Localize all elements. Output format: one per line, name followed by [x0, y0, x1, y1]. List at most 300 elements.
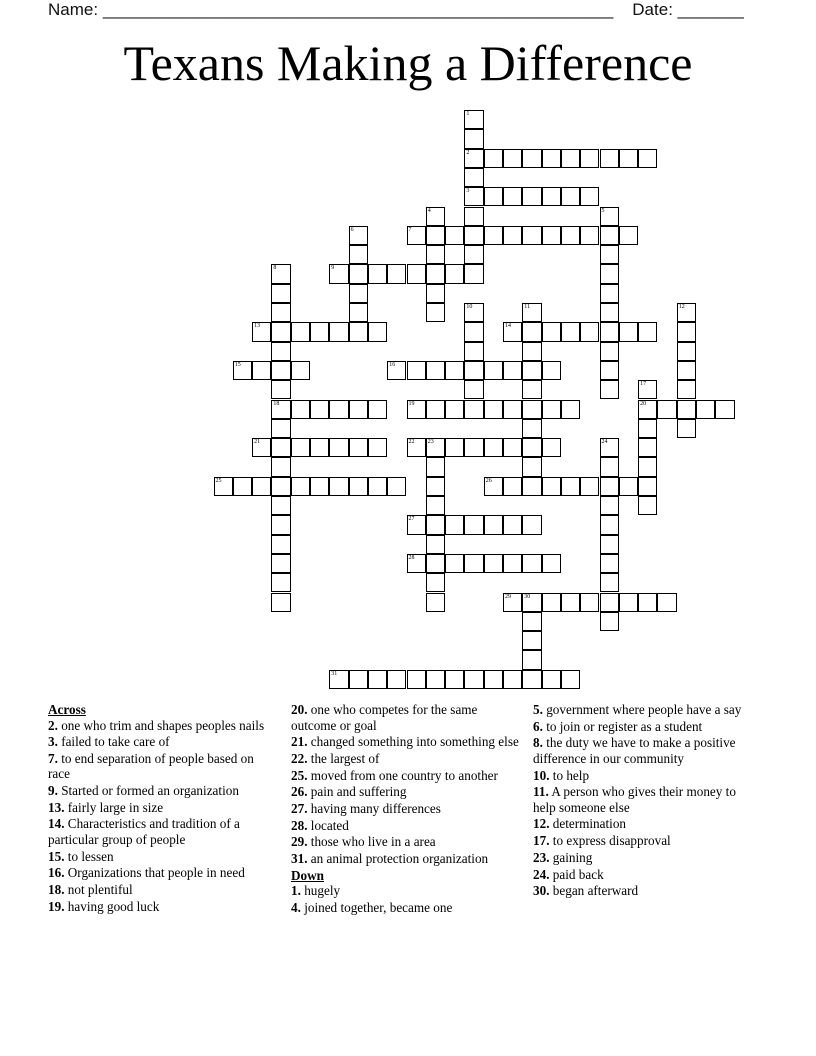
grid-cell[interactable] — [426, 245, 445, 264]
grid-cell[interactable] — [349, 284, 368, 303]
grid-cell[interactable] — [522, 612, 541, 631]
grid-cell[interactable] — [368, 264, 387, 283]
grid-cell[interactable] — [349, 477, 368, 496]
grid-cell[interactable] — [271, 303, 290, 322]
clue-item — [48, 734, 276, 750]
clue-text: Organizations that people in need — [64, 865, 245, 881]
grid-cell[interactable] — [310, 322, 329, 341]
clue-number: 5 — [601, 207, 605, 214]
grid-cell[interactable] — [349, 226, 368, 245]
date-label: Date: — [632, 0, 673, 19]
grid-cell[interactable] — [464, 554, 483, 573]
grid-cell[interactable] — [387, 670, 406, 689]
grid-cell[interactable] — [503, 554, 522, 573]
grid-cell[interactable] — [638, 457, 657, 476]
grid-cell[interactable] — [561, 322, 580, 341]
clue-number-label: 6. — [533, 718, 543, 734]
clue-text: located — [307, 817, 349, 833]
grid-cell[interactable] — [291, 400, 310, 419]
clue-number-label: 25. — [291, 767, 308, 783]
grid-cell[interactable] — [329, 438, 348, 457]
grid-cell[interactable] — [407, 226, 426, 245]
grid-cell[interactable] — [696, 400, 715, 419]
grid-cell[interactable] — [329, 322, 348, 341]
grid-cell[interactable] — [349, 670, 368, 689]
grid-cell[interactable] — [329, 670, 348, 689]
down-clue-list-1 — [291, 883, 519, 915]
grid-cell[interactable] — [677, 322, 696, 341]
clue-number: 20 — [640, 400, 647, 407]
grid-cell[interactable] — [426, 400, 445, 419]
grid-cell[interactable] — [464, 187, 483, 206]
grid-cell[interactable] — [619, 322, 638, 341]
grid-cell[interactable] — [600, 515, 619, 534]
grid-cell[interactable] — [271, 573, 290, 592]
clue-number-label: 2. — [48, 717, 58, 733]
grid-cell[interactable] — [580, 187, 599, 206]
grid-cell[interactable] — [600, 264, 619, 283]
clue-item — [533, 768, 761, 784]
grid-cell[interactable] — [464, 129, 483, 148]
grid-cell[interactable] — [426, 361, 445, 380]
grid-cell[interactable] — [600, 573, 619, 592]
grid-cell[interactable] — [542, 226, 561, 245]
clue-item — [291, 818, 519, 834]
grid-cell[interactable] — [522, 670, 541, 689]
clue-number: 8 — [273, 265, 277, 272]
grid-cell[interactable] — [542, 477, 561, 496]
grid-cell[interactable] — [271, 264, 290, 283]
grid-cell[interactable] — [600, 342, 619, 361]
grid-cell[interactable] — [522, 361, 541, 380]
grid-cell[interactable] — [657, 400, 676, 419]
clue-text: not plentiful — [64, 882, 133, 897]
name-line[interactable]: ______________________________________________________ — [102, 0, 614, 19]
grid-cell[interactable] — [677, 361, 696, 380]
clue-text: one who trim and shapes peoples nails — [57, 717, 265, 733]
grid-cell[interactable] — [271, 515, 290, 534]
grid-cell[interactable] — [484, 361, 503, 380]
clue-number: 25 — [215, 477, 222, 484]
grid-cell[interactable] — [561, 593, 580, 612]
clue-text: to join or register as a student — [542, 718, 703, 734]
grid-cell[interactable] — [387, 477, 406, 496]
grid-cell[interactable] — [252, 361, 271, 380]
grid-cell[interactable] — [580, 149, 599, 168]
grid-cell[interactable] — [600, 457, 619, 476]
grid-cell[interactable] — [484, 400, 503, 419]
grid-cell[interactable] — [522, 149, 541, 168]
clue-item — [48, 882, 276, 898]
grid-cell[interactable] — [349, 438, 368, 457]
clue-number-label: 20. — [291, 702, 308, 717]
grid-cell[interactable] — [387, 264, 406, 283]
grid-cell[interactable] — [271, 535, 290, 554]
grid-cell[interactable] — [310, 400, 329, 419]
grid-cell[interactable] — [426, 573, 445, 592]
grid-cell[interactable] — [426, 438, 445, 457]
grid-cell[interactable] — [464, 110, 483, 129]
grid-cell[interactable] — [503, 187, 522, 206]
grid-cell[interactable] — [600, 535, 619, 554]
grid-cell[interactable] — [619, 226, 638, 245]
clue-text: an animal protection organization — [307, 851, 489, 866]
clue-text: Characteristics and tradition of a particular group of people — [48, 816, 240, 847]
grid-cell[interactable] — [677, 419, 696, 438]
grid-cell[interactable] — [561, 670, 580, 689]
grid-cell[interactable] — [638, 477, 657, 496]
grid-cell[interactable] — [252, 322, 271, 341]
grid-cell[interactable] — [426, 477, 445, 496]
clue-text: the duty we have to make a positive difference in our community — [533, 735, 736, 766]
grid-cell[interactable] — [464, 226, 483, 245]
grid-cell[interactable] — [677, 303, 696, 322]
grid-cell[interactable] — [464, 438, 483, 457]
grid-cell[interactable] — [522, 303, 541, 322]
grid-cell[interactable] — [600, 380, 619, 399]
grid-cell[interactable] — [638, 496, 657, 515]
grid-cell[interactable] — [329, 477, 348, 496]
grid-cell[interactable] — [522, 322, 541, 341]
grid-cell[interactable] — [503, 515, 522, 534]
grid-cell[interactable] — [600, 207, 619, 226]
grid-cell[interactable] — [464, 264, 483, 283]
grid-cell[interactable] — [464, 303, 483, 322]
grid-cell[interactable] — [600, 612, 619, 631]
grid-cell[interactable] — [522, 380, 541, 399]
clue-text: changed something into something else — [307, 734, 519, 750]
grid-cell[interactable] — [542, 361, 561, 380]
clues-column-3 — [533, 702, 761, 900]
grid-cell[interactable] — [503, 226, 522, 245]
grid-cell[interactable] — [464, 400, 483, 419]
grid-cell[interactable] — [522, 631, 541, 650]
grid-cell[interactable] — [522, 400, 541, 419]
grid-cell[interactable] — [464, 245, 483, 264]
clue-number-label: 21. — [291, 734, 308, 750]
grid-cell[interactable] — [291, 438, 310, 457]
grid-cell[interactable] — [657, 593, 676, 612]
grid-cell[interactable] — [271, 380, 290, 399]
grid-cell[interactable] — [445, 400, 464, 419]
grid-cell[interactable] — [426, 284, 445, 303]
grid-cell[interactable] — [522, 419, 541, 438]
grid-cell[interactable] — [580, 226, 599, 245]
grid-cell[interactable] — [252, 477, 271, 496]
grid-cell[interactable] — [271, 438, 290, 457]
clue-item — [533, 816, 761, 832]
grid-cell[interactable] — [464, 380, 483, 399]
clue-text: began afterward — [549, 883, 639, 899]
grid-cell[interactable] — [638, 322, 657, 341]
date-line[interactable]: _______ — [677, 0, 744, 19]
grid-cell[interactable] — [426, 226, 445, 245]
grid-cell[interactable] — [349, 400, 368, 419]
grid-cell[interactable] — [329, 264, 348, 283]
grid-cell[interactable] — [464, 149, 483, 168]
grid-cell[interactable] — [464, 670, 483, 689]
clue-item — [48, 899, 276, 915]
grid-cell[interactable] — [561, 400, 580, 419]
grid-cell[interactable] — [638, 149, 657, 168]
grid-cell[interactable] — [580, 593, 599, 612]
grid-cell[interactable] — [271, 496, 290, 515]
grid-cell[interactable] — [291, 361, 310, 380]
clue-number-label: 16. — [48, 865, 65, 881]
grid-cell[interactable] — [638, 380, 657, 399]
grid-cell[interactable] — [407, 361, 426, 380]
grid-cell[interactable] — [445, 361, 464, 380]
grid-cell[interactable] — [464, 515, 483, 534]
grid-cell[interactable] — [291, 477, 310, 496]
grid-cell[interactable] — [271, 284, 290, 303]
grid-cell[interactable] — [233, 477, 252, 496]
grid-cell[interactable] — [426, 207, 445, 226]
grid-cell[interactable] — [445, 438, 464, 457]
grid-cell[interactable] — [522, 187, 541, 206]
grid-cell[interactable] — [522, 515, 541, 534]
clue-number-label: 7. — [48, 750, 58, 766]
grid-cell[interactable] — [522, 226, 541, 245]
grid-cell[interactable] — [484, 670, 503, 689]
clue-item — [291, 834, 519, 850]
grid-cell[interactable] — [484, 187, 503, 206]
clue-item — [533, 850, 761, 866]
grid-cell[interactable] — [522, 477, 541, 496]
clue-number: 24 — [601, 439, 608, 446]
grid-cell[interactable] — [503, 149, 522, 168]
clue-number-label: 11. — [533, 784, 549, 800]
clue-number-label: 24. — [533, 866, 550, 882]
grid-cell[interactable] — [522, 650, 541, 669]
clue-number: 29 — [505, 593, 511, 600]
grid-cell[interactable] — [407, 400, 426, 419]
grid-cell[interactable] — [271, 400, 290, 419]
grid-cell[interactable] — [407, 554, 426, 573]
grid-cell[interactable] — [542, 593, 561, 612]
clues-column-2 — [291, 702, 519, 917]
grid-cell[interactable] — [271, 457, 290, 476]
grid-cell[interactable] — [638, 438, 657, 457]
grid-cell[interactable] — [349, 322, 368, 341]
grid-cell[interactable] — [271, 477, 290, 496]
grid-cell[interactable] — [600, 554, 619, 573]
clue-text: to express disapproval — [549, 833, 671, 849]
grid-cell[interactable] — [638, 419, 657, 438]
grid-cell[interactable] — [426, 554, 445, 573]
grid-cell[interactable] — [619, 593, 638, 612]
clue-number-label: 15. — [48, 848, 65, 864]
grid-cell[interactable] — [233, 361, 252, 380]
grid-cell[interactable] — [484, 226, 503, 245]
grid-cell[interactable] — [619, 477, 638, 496]
grid-cell[interactable] — [271, 322, 290, 341]
clue-text: the largest of — [307, 750, 380, 766]
clue-text: joined together, became one — [300, 899, 453, 915]
grid-cell[interactable] — [445, 515, 464, 534]
across-heading: Across — [48, 702, 86, 717]
grid-cell[interactable] — [310, 477, 329, 496]
grid-cell[interactable] — [368, 438, 387, 457]
grid-cell[interactable] — [445, 670, 464, 689]
grid-cell[interactable] — [484, 515, 503, 534]
grid-cell[interactable] — [522, 438, 541, 457]
grid-cell[interactable] — [561, 477, 580, 496]
grid-cell[interactable] — [426, 303, 445, 322]
grid-cell[interactable] — [407, 264, 426, 283]
clue-text: moved from one country to another — [307, 767, 498, 783]
grid-cell[interactable] — [638, 400, 657, 419]
grid-cell[interactable] — [484, 477, 503, 496]
grid-cell[interactable] — [600, 496, 619, 515]
grid-cell[interactable] — [445, 226, 464, 245]
grid-cell[interactable] — [464, 342, 483, 361]
grid-cell[interactable] — [561, 149, 580, 168]
down-heading: Down — [291, 867, 324, 883]
clue-item — [291, 768, 519, 784]
clue-number-label: 26. — [291, 784, 308, 800]
grid-cell[interactable] — [426, 457, 445, 476]
clue-item — [291, 784, 519, 800]
grid-cell[interactable] — [407, 515, 426, 534]
grid-cell[interactable] — [387, 361, 406, 380]
grid-cell[interactable] — [271, 593, 290, 612]
grid-cell[interactable] — [310, 438, 329, 457]
grid-cell[interactable] — [484, 554, 503, 573]
grid-cell[interactable] — [503, 670, 522, 689]
clue-text: having many differences — [307, 800, 441, 816]
grid-cell[interactable] — [464, 168, 483, 187]
grid-cell[interactable] — [561, 187, 580, 206]
grid-cell[interactable] — [677, 380, 696, 399]
grid-cell[interactable] — [329, 400, 348, 419]
across-clue-list-1 — [48, 718, 276, 915]
grid-cell[interactable] — [368, 477, 387, 496]
grid-cell[interactable] — [503, 438, 522, 457]
clue-number-label: 10. — [533, 767, 550, 783]
clue-number: 15 — [234, 361, 241, 368]
grid-cell[interactable] — [542, 187, 561, 206]
grid-cell[interactable] — [619, 149, 638, 168]
clue-item — [533, 784, 761, 815]
grid-cell[interactable] — [484, 438, 503, 457]
clue-number: 30 — [524, 593, 531, 600]
grid-cell[interactable] — [542, 400, 561, 419]
grid-cell[interactable] — [715, 400, 734, 419]
grid-cell[interactable] — [445, 264, 464, 283]
grid-cell[interactable] — [542, 670, 561, 689]
grid-cell[interactable] — [368, 400, 387, 419]
grid-cell[interactable] — [407, 670, 426, 689]
grid-cell[interactable] — [484, 149, 503, 168]
clue-number: 19 — [408, 400, 415, 407]
grid-cell[interactable] — [522, 593, 541, 612]
down-clue-list-2 — [533, 702, 761, 899]
clue-text: government where people have a say — [542, 702, 742, 717]
grid-cell[interactable] — [600, 438, 619, 457]
grid-cell[interactable] — [542, 554, 561, 573]
name-label: Name: — [48, 0, 99, 19]
grid-cell[interactable] — [426, 535, 445, 554]
grid-cell[interactable] — [600, 284, 619, 303]
grid-cell[interactable] — [561, 226, 580, 245]
grid-cell[interactable] — [600, 303, 619, 322]
grid-cell[interactable] — [426, 593, 445, 612]
grid-cell[interactable] — [271, 419, 290, 438]
grid-cell[interactable] — [464, 207, 483, 226]
grid-cell[interactable] — [426, 264, 445, 283]
grid-cell[interactable] — [522, 342, 541, 361]
grid-cell[interactable] — [464, 322, 483, 341]
grid-cell[interactable] — [600, 226, 619, 245]
grid-cell[interactable] — [522, 457, 541, 476]
grid-cell[interactable] — [600, 361, 619, 380]
grid-cell[interactable] — [677, 342, 696, 361]
grid-cell[interactable] — [407, 438, 426, 457]
grid-cell[interactable] — [426, 670, 445, 689]
grid-cell[interactable] — [291, 322, 310, 341]
clue-text: A person who gives their money to help someone else — [533, 784, 736, 815]
grid-cell[interactable] — [580, 322, 599, 341]
clue-number-label: 4. — [291, 899, 301, 915]
grid-cell[interactable] — [445, 554, 464, 573]
grid-cell[interactable] — [600, 593, 619, 612]
grid-cell[interactable] — [503, 477, 522, 496]
grid-cell[interactable] — [368, 670, 387, 689]
grid-cell[interactable] — [368, 322, 387, 341]
clue-number-label: 31. — [291, 851, 308, 866]
grid-cell[interactable] — [503, 322, 522, 341]
clue-number-label: 29. — [291, 834, 308, 850]
clue-item — [48, 849, 276, 865]
clue-item — [291, 883, 519, 899]
grid-cell[interactable] — [503, 593, 522, 612]
clue-number-label: 19. — [48, 898, 65, 914]
clues-column-1 — [48, 702, 276, 915]
clue-number: 12 — [678, 304, 685, 310]
clue-item — [291, 702, 519, 733]
grid-cell[interactable] — [600, 245, 619, 264]
grid-cell[interactable] — [271, 342, 290, 361]
clue-item — [533, 867, 761, 883]
clue-text: one who competes for the same outcome or goal — [291, 702, 478, 733]
clue-text: gaining — [549, 849, 593, 865]
grid-cell[interactable] — [503, 400, 522, 419]
grid-cell[interactable] — [677, 400, 696, 419]
grid-cell[interactable] — [542, 438, 561, 457]
grid-cell[interactable] — [600, 477, 619, 496]
grid-cell[interactable] — [600, 149, 619, 168]
grid-cell[interactable] — [580, 477, 599, 496]
clue-number: 7 — [408, 226, 412, 233]
grid-cell[interactable] — [600, 322, 619, 341]
grid-cell[interactable] — [638, 593, 657, 612]
grid-cell[interactable] — [542, 149, 561, 168]
grid-cell[interactable] — [271, 361, 290, 380]
grid-cell[interactable] — [542, 322, 561, 341]
grid-cell[interactable] — [271, 554, 290, 573]
grid-cell[interactable] — [426, 515, 445, 534]
grid-cell[interactable] — [252, 438, 271, 457]
grid-cell[interactable] — [349, 303, 368, 322]
grid-cell[interactable] — [522, 554, 541, 573]
grid-cell[interactable] — [503, 361, 522, 380]
grid-cell[interactable] — [349, 245, 368, 264]
grid-cell[interactable] — [349, 264, 368, 283]
grid-cell[interactable] — [464, 361, 483, 380]
grid-cell[interactable] — [426, 496, 445, 515]
grid-cell[interactable] — [214, 477, 233, 496]
